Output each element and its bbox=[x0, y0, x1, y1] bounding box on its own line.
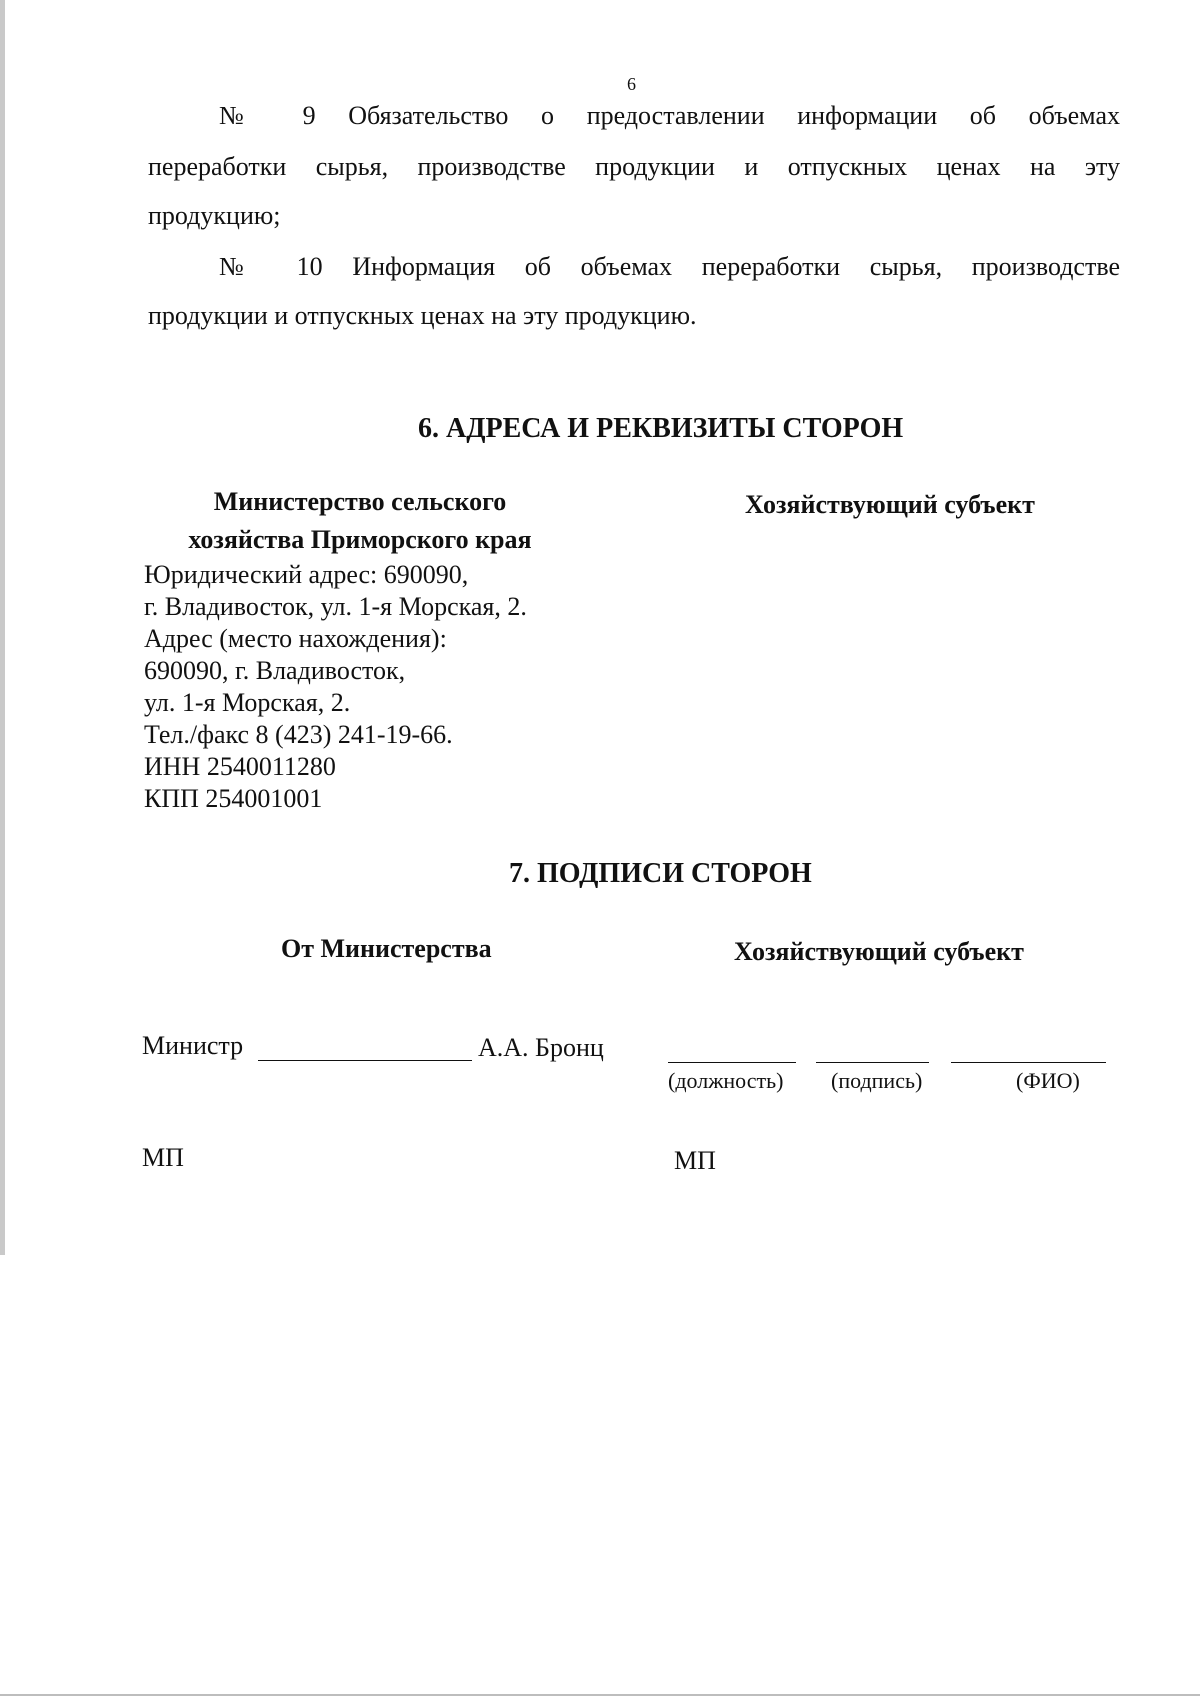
page-number: 6 bbox=[627, 74, 636, 94]
ministry-title-line2: хозяйства Приморского края bbox=[188, 525, 532, 554]
caption-position: (должность) bbox=[668, 1068, 784, 1093]
ministry-detail-inn: ИНН 2540011280 bbox=[144, 752, 336, 781]
fullname-line bbox=[951, 1062, 1106, 1063]
scan-edge bbox=[0, 0, 5, 1255]
minister-signature-line bbox=[258, 1060, 472, 1061]
entity-title: Хозяйствующий субъект bbox=[745, 490, 1035, 519]
item9-line2: переработки сырья, производстве продукции и отпускных ценах на эту bbox=[148, 152, 1120, 181]
ministry-detail-postcode-city: 690090, г. Владивосток, bbox=[144, 656, 406, 685]
stamp-left: МП bbox=[142, 1143, 184, 1172]
item9-line1: № 9 Обязательство о предоставлении информации об объемах bbox=[219, 101, 1120, 130]
section7-heading: 7. ПОДПИСИ СТОРОН bbox=[509, 858, 812, 889]
entity-signature-title: Хозяйствующий субъект bbox=[734, 937, 1024, 966]
ministry-detail-legal-address: Юридический адрес: 690090, bbox=[144, 560, 469, 589]
minister-label: Министр bbox=[142, 1031, 244, 1060]
ministry-title-line1: Министерство сельского bbox=[213, 487, 507, 516]
item10-line1: № 10 Информация об объемах переработки сырья, производстве bbox=[219, 252, 1120, 281]
caption-fullname: (ФИО) bbox=[1016, 1068, 1080, 1093]
stamp-right: МП bbox=[674, 1146, 716, 1175]
ministry-detail-city-street: г. Владивосток, ул. 1-я Морская, 2. bbox=[144, 592, 527, 621]
item9-line3: продукцию; bbox=[148, 201, 281, 230]
section6-heading: 6. АДРЕСА И РЕКВИЗИТЫ СТОРОН bbox=[418, 413, 904, 444]
caption-signature: (подпись) bbox=[831, 1068, 923, 1093]
from-ministry-title: От Министерства bbox=[281, 934, 492, 963]
signature-line bbox=[816, 1062, 929, 1063]
ministry-detail-location-label: Адрес (место нахождения): bbox=[144, 624, 447, 653]
scan-bottom-line bbox=[0, 1694, 1200, 1696]
ministry-detail-kpp: КПП 254001001 bbox=[144, 784, 323, 813]
minister-name: А.А. Бронц bbox=[478, 1033, 604, 1062]
ministry-detail-street: ул. 1-я Морская, 2. bbox=[144, 688, 351, 717]
position-line bbox=[668, 1062, 796, 1063]
ministry-detail-phone: Тел./факс 8 (423) 241-19-66. bbox=[144, 720, 453, 749]
item10-line2: продукции и отпускных ценах на эту продукцию. bbox=[148, 301, 697, 330]
